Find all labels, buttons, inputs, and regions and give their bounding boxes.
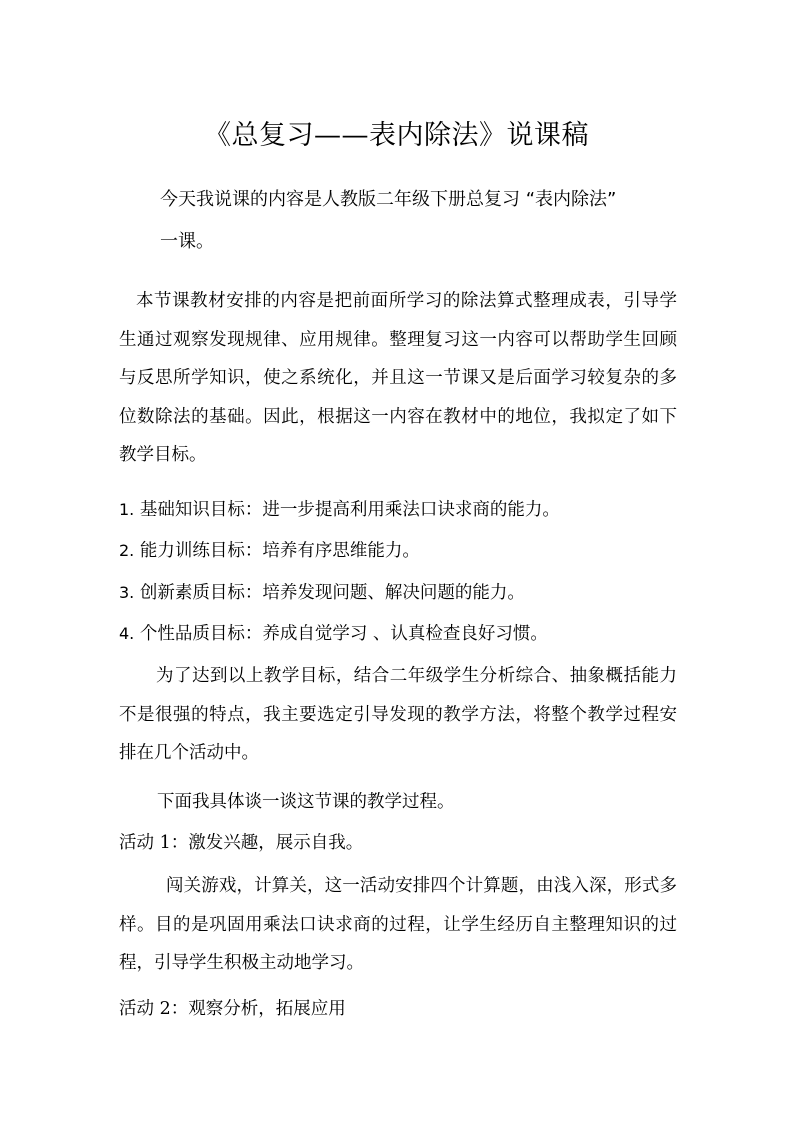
goal-text: 创新素质目标：培养发现问题、解决问题的能力。 <box>139 583 525 603</box>
goal-text: 个性品质目标：养成自觉学习 、认真检查良好习惯。 <box>139 624 548 644</box>
paragraph-activity-1: 闯关游戏，计算关，这一活动安排四个计算题，由浅入深，形式多样。目的是巩固用乘法口诀求商的过程，让学生经历自主整理知识的过程，引导学生积极主动地学习。 <box>119 876 677 973</box>
goal-text: 基础知识目标：进一步提高利用乘法口诀求商的能力。 <box>139 500 560 520</box>
goal-item <box>119 496 677 524</box>
paragraph-process-intro: 下面我具体谈一谈这节课的教学过程。 <box>157 792 455 812</box>
goal-item <box>119 620 677 648</box>
intro-line-2: 一课。 <box>160 231 214 252</box>
goal-number: 4. <box>119 624 135 643</box>
goal-item <box>119 537 677 565</box>
goal-item <box>119 579 677 607</box>
page-title: 《总复习——表内除法》说课稿 <box>204 120 589 151</box>
goal-text: 能力训练目标：培养有序思维能力。 <box>139 541 420 561</box>
activity-2-heading: 活动 2：观察分析，拓展应用 <box>119 999 346 1019</box>
goal-number: 1. <box>119 500 135 519</box>
intro-line-1: 今天我说课的内容是人教版二年级下册总复习 “表内除法” <box>160 189 617 210</box>
activity-1-heading: 活动 1：激发兴趣，展示自我。 <box>119 833 364 853</box>
goal-number: 3. <box>119 583 135 602</box>
goal-number: 2. <box>119 541 135 560</box>
paragraph-teaching-method: 为了达到以上教学目标，结合二年级学生分析综合、抽象概括能力不是很强的特点，我主要选定引导发现的教学方法，将整个教学过程安排在几个活动中。 <box>119 666 677 763</box>
paragraph-textbook-content: 本节课教材安排的内容是把前面所学习的除法算式整理成表，引导学生通过观察发现规律、应用规律。整理复习这一内容可以帮助学生回顾与反思所学知识，使之系统化，并且这一节课又是后面学习较复杂的多位数除法的基础。因此，根据这一内容在教材中的地位，我拟定了如下教学目标。 <box>119 291 677 465</box>
